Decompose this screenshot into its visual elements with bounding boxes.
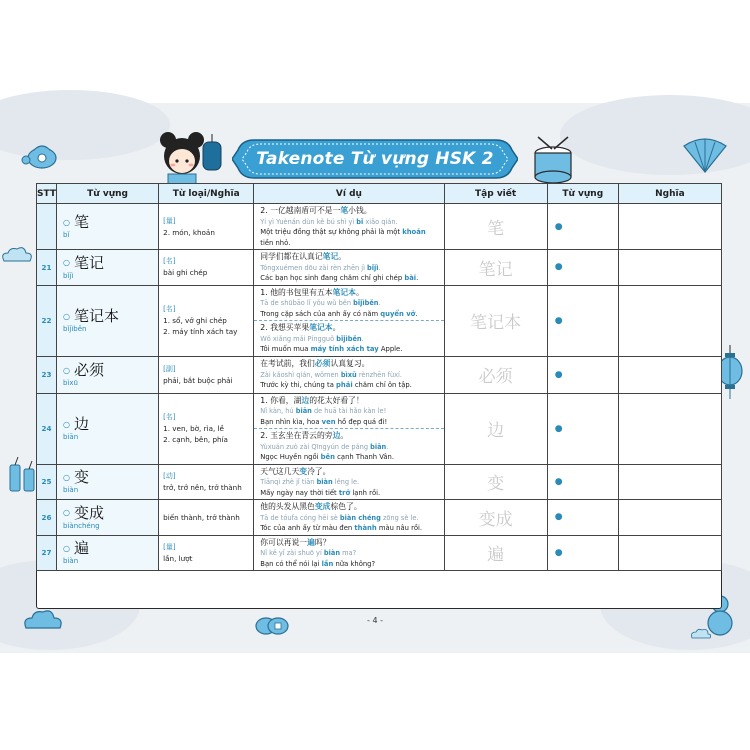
highlight-word: 边 xyxy=(301,395,310,405)
bullet-icon: ○ xyxy=(63,311,70,321)
example-chinese xyxy=(260,431,439,442)
column-header: Tập viết xyxy=(444,184,547,204)
text-segment: Tóngxuémen dōu zài rèn zhēn jì xyxy=(260,263,368,272)
highlight-word: bǐjìběn xyxy=(353,299,379,307)
blank-vocab-cell[interactable] xyxy=(547,356,618,393)
title-banner xyxy=(232,136,518,182)
vocab-word-cell xyxy=(57,285,159,356)
bullet-dot-icon: ● xyxy=(554,262,563,273)
example-vietnamese xyxy=(260,227,439,248)
example-chinese xyxy=(260,502,439,513)
bullet-dot-icon: ● xyxy=(554,369,563,380)
example-pinyin xyxy=(260,370,439,381)
drum-icon xyxy=(528,135,578,185)
row-number: 22 xyxy=(37,285,57,356)
text-segment: Nǐ kàn, hú xyxy=(260,407,296,415)
text-segment: Mấy ngày nay thời tiết xyxy=(260,488,339,497)
highlight-word: lần xyxy=(321,559,334,568)
text-segment: 棕色了。 xyxy=(330,502,362,511)
vocab-hanzi: 变 xyxy=(74,468,90,487)
table-header-row xyxy=(37,184,722,204)
bullet-icon: ○ xyxy=(63,217,70,227)
vocab-pinyin: bǐjìběn xyxy=(63,325,87,333)
vocab-meaning-cell xyxy=(159,535,254,571)
highlight-word: thành xyxy=(354,524,377,532)
example-chinese xyxy=(260,396,439,407)
meaning-line: trở, trở nên, trở thành xyxy=(163,482,242,492)
vocab-meaning-cell xyxy=(159,356,254,393)
example-vietnamese xyxy=(260,559,439,570)
money-bag-icon xyxy=(18,138,64,170)
text-segment: Trước kỳ thi, chúng ta xyxy=(260,381,337,390)
row-number: 23 xyxy=(37,356,57,393)
highlight-word: 必须 xyxy=(314,359,331,369)
girl-with-lantern-icon xyxy=(148,128,228,186)
vocab-pinyin: biān xyxy=(63,433,79,441)
table-row xyxy=(37,500,722,536)
table-row xyxy=(37,464,722,500)
vocab-pinyin: bǐ xyxy=(63,231,70,239)
blank-meaning-cell[interactable] xyxy=(618,285,721,356)
text-segment: 吗？ xyxy=(314,537,331,547)
writing-practice-cell[interactable] xyxy=(444,535,547,571)
highlight-word: biàn xyxy=(323,549,341,557)
highlight-word: 遍 xyxy=(307,537,315,547)
table-row xyxy=(37,285,722,356)
vocab-word-cell xyxy=(57,356,159,393)
text-segment: 你可以再说一 xyxy=(260,537,308,547)
vocab-hanzi: 变成 xyxy=(74,503,105,522)
text-segment: Tôi muốn mua xyxy=(260,345,311,353)
example-cell xyxy=(254,285,444,356)
text-segment: 同学们都在认真记 xyxy=(260,252,323,261)
text-segment: lạnh rồi. xyxy=(350,488,381,497)
text-segment: Các bạn học sinh đang chăm chỉ ghi chép xyxy=(260,274,405,282)
blank-meaning-cell[interactable] xyxy=(618,464,721,500)
example-cell xyxy=(254,500,444,536)
blank-meaning-cell[interactable] xyxy=(618,250,721,286)
text-segment: 1. 你看，湖 xyxy=(260,395,302,405)
highlight-word: biàn chéng xyxy=(339,513,381,522)
text-segment: Tā de shūbāo lǐ yǒu wǔ běn xyxy=(260,299,354,307)
text-segment: 1. 他的书包里有五本 xyxy=(260,287,333,297)
writing-practice-cell[interactable] xyxy=(444,285,547,356)
text-segment: lěng le. xyxy=(332,478,360,486)
text-segment: 2. 一亿越南盾可不是一 xyxy=(260,206,341,215)
table-row xyxy=(37,204,722,250)
text-segment: Trong cặp sách của anh ấy có năm xyxy=(260,309,381,318)
text-segment: . xyxy=(361,334,364,343)
bullet-dot-icon: ● xyxy=(554,512,563,523)
example-vietnamese xyxy=(260,309,439,320)
vocabulary-table xyxy=(36,183,722,571)
example-cell xyxy=(254,393,444,464)
text-segment: rènzhēn fùxí. xyxy=(356,370,402,379)
blank-meaning-cell[interactable] xyxy=(618,356,721,393)
trace-character: 遍 xyxy=(487,545,505,566)
meaning-line: 2. máy tính xách tay xyxy=(163,327,238,336)
bullet-icon: ○ xyxy=(63,258,70,268)
text-segment: zōng sè le. xyxy=(380,513,419,522)
trace-character: 边 xyxy=(487,421,505,441)
cloud-icon xyxy=(690,628,712,640)
example-pinyin xyxy=(260,442,439,453)
vocab-pinyin: biàn xyxy=(63,557,79,566)
highlight-word: biān xyxy=(370,442,387,451)
highlight-word: quyển vở xyxy=(380,309,416,318)
text-segment: . xyxy=(416,274,419,282)
writing-practice-cell[interactable] xyxy=(444,393,547,464)
vocab-word-cell xyxy=(57,464,159,500)
highlight-word: máy tính xách tay xyxy=(310,345,379,353)
writing-practice-cell[interactable] xyxy=(444,250,547,286)
column-header: STT xyxy=(37,184,57,204)
vocab-word-cell xyxy=(57,250,159,286)
text-segment: Apple. xyxy=(378,345,403,353)
text-segment: . xyxy=(386,442,389,451)
vocab-hanzi: 笔 xyxy=(74,213,90,231)
highlight-word: biàn xyxy=(316,478,333,486)
table-body xyxy=(37,204,722,571)
highlight-word: 变 xyxy=(299,466,308,476)
page-number: - 4 - xyxy=(367,616,383,625)
vocab-pinyin: bǐjì xyxy=(63,271,74,280)
blank-vocab-cell[interactable] xyxy=(547,250,618,286)
example-sentence xyxy=(254,357,443,392)
trace-character: 必须 xyxy=(478,367,513,387)
trace-character: 笔记 xyxy=(478,259,513,280)
highlight-word: ven xyxy=(321,417,336,426)
highlight-word: 笔记 xyxy=(322,252,339,261)
trace-character: 变 xyxy=(487,474,505,495)
column-header: Từ loại/Nghĩa xyxy=(159,184,254,204)
text-segment: 。 xyxy=(340,431,349,440)
cloud-icon xyxy=(0,245,34,265)
part-of-speech: [副] xyxy=(163,364,176,373)
example-pinyin xyxy=(260,217,439,228)
meaning-line: phải, bắt buộc phải xyxy=(163,375,233,385)
blank-vocab-cell[interactable] xyxy=(547,535,618,571)
vocab-word-cell xyxy=(57,204,159,250)
vocab-meaning-cell xyxy=(159,250,254,286)
part-of-speech: [名] xyxy=(163,257,176,266)
vocab-meaning-cell xyxy=(159,285,254,356)
blank-vocab-cell[interactable] xyxy=(547,393,618,464)
bullet-dot-icon: ● xyxy=(554,547,563,558)
example-pinyin xyxy=(260,477,439,488)
highlight-word: bài xyxy=(404,274,417,282)
highlight-word: phải xyxy=(336,381,353,390)
blank-meaning-cell[interactable] xyxy=(618,393,721,464)
table-row xyxy=(37,393,722,464)
example-pinyin xyxy=(260,298,439,309)
example-sentence xyxy=(254,286,443,321)
example-chinese xyxy=(260,467,439,478)
part-of-speech: [名] xyxy=(163,305,176,313)
row-number: 21 xyxy=(37,250,57,286)
highlight-word: khoản xyxy=(402,228,426,236)
bullet-icon: ○ xyxy=(63,472,70,482)
text-segment: Tiānqì zhè jǐ tiān xyxy=(260,478,317,486)
example-vietnamese xyxy=(260,523,439,534)
highlight-word: bìxū xyxy=(340,370,357,379)
highlight-word: 笔记本 xyxy=(309,323,333,332)
text-segment: 小钱。 xyxy=(348,206,372,215)
example-cell xyxy=(254,464,444,500)
text-segment: Zài kǎoshì qián, wǒmen xyxy=(260,370,341,379)
text-segment: de huā tài hǎo kàn le! xyxy=(311,407,387,415)
blank-vocab-cell[interactable] xyxy=(547,500,618,536)
example-pinyin xyxy=(260,406,439,417)
text-segment: 2. 我想买苹果 xyxy=(260,323,310,332)
bullet-icon: ○ xyxy=(63,365,70,375)
example-sentence xyxy=(254,320,443,356)
row-number: 25 xyxy=(37,464,57,500)
highlight-word: 变成 xyxy=(314,502,331,511)
example-cell xyxy=(254,356,444,393)
text-segment: 。 xyxy=(332,323,341,332)
writing-practice-cell[interactable] xyxy=(444,356,547,393)
example-pinyin xyxy=(260,513,439,524)
bullet-icon: ○ xyxy=(63,508,70,518)
vocab-hanzi: 边 xyxy=(74,415,90,433)
text-segment: hồ đẹp quá đi! xyxy=(335,417,388,426)
example-vietnamese xyxy=(260,488,439,499)
text-segment: màu nâu rồi. xyxy=(376,524,423,532)
text-segment: 他的头发从黑色 xyxy=(260,502,315,511)
text-segment: Yí yì Yuènán dùn kě bú shì yì xyxy=(260,217,357,226)
example-sentence xyxy=(254,204,443,249)
bullet-icon: ○ xyxy=(63,419,70,429)
vocab-pinyin: bìxū xyxy=(63,379,78,387)
example-chinese xyxy=(260,323,439,334)
part-of-speech: [量] xyxy=(163,216,176,225)
vocab-pinyin: biàn xyxy=(63,486,79,495)
table-row xyxy=(37,250,722,286)
example-chinese xyxy=(260,538,439,549)
bullet-dot-icon: ● xyxy=(554,476,563,487)
text-segment: . xyxy=(378,263,381,272)
blank-meaning-cell[interactable] xyxy=(618,204,721,250)
vocab-meaning-cell xyxy=(159,464,254,500)
text-segment: Bạn nhìn kìa, hoa xyxy=(260,417,322,426)
highlight-word: bǐjìběn xyxy=(336,334,362,343)
text-segment: Bạn có thể nói lại xyxy=(260,559,322,568)
example-sentence xyxy=(254,428,443,464)
highlight-word: biān xyxy=(295,407,312,415)
highlight-word: bên xyxy=(320,453,335,461)
column-header: Từ vựng xyxy=(547,184,618,204)
text-segment: chăm chỉ ôn tập. xyxy=(352,381,412,390)
row-number xyxy=(37,204,57,250)
highlight-word: 笔 xyxy=(340,206,349,215)
text-segment: . xyxy=(378,299,381,307)
firecracker-icon xyxy=(6,455,40,495)
example-vietnamese xyxy=(260,417,439,428)
highlight-word: trở xyxy=(338,488,351,497)
text-segment: 。 xyxy=(355,287,364,297)
text-segment: ma? xyxy=(340,549,357,557)
text-segment: 认真复习。 xyxy=(330,359,370,369)
trace-character: 笔 xyxy=(487,219,505,239)
row-number: 26 xyxy=(37,500,57,536)
text-segment: Tā de tóufa cóng hēi sè xyxy=(260,513,340,522)
part-of-speech: [名] xyxy=(163,413,176,421)
vocab-meaning-cell xyxy=(159,500,254,536)
text-segment: 在考试前，我们 xyxy=(260,359,315,369)
example-cell xyxy=(254,535,444,571)
text-segment: 。 xyxy=(338,252,347,261)
highlight-word: 笔记本 xyxy=(332,287,356,297)
example-cell xyxy=(254,204,444,250)
example-pinyin xyxy=(260,334,439,345)
page-title: Takenote Từ vựng HSK 2 xyxy=(256,149,494,169)
vocab-meaning-cell xyxy=(159,393,254,464)
example-vietnamese xyxy=(260,452,439,463)
writing-practice-cell[interactable] xyxy=(444,464,547,500)
example-pinyin xyxy=(260,263,439,274)
text-segment: . xyxy=(415,309,418,318)
vocab-hanzi: 遍 xyxy=(74,539,90,558)
example-chinese xyxy=(260,252,439,263)
highlight-word: bǐ xyxy=(356,217,364,226)
example-vietnamese xyxy=(260,344,439,355)
text-segment: nữa không? xyxy=(333,559,376,568)
blank-vocab-cell[interactable] xyxy=(547,464,618,500)
text-segment: Wǒ xiǎng mǎi Píngguǒ xyxy=(260,334,337,343)
blank-vocab-cell[interactable] xyxy=(547,285,618,356)
meaning-line: 1. ven, bờ, rìa, lề xyxy=(163,424,224,433)
blank-meaning-cell[interactable] xyxy=(618,535,721,571)
part-of-speech: [量] xyxy=(163,542,176,551)
fan-icon xyxy=(680,136,730,176)
trace-character: 笔记本 xyxy=(470,313,522,333)
text-segment: cạnh Thanh Vân. xyxy=(335,453,394,461)
vocab-word-cell xyxy=(57,535,159,571)
example-chinese xyxy=(260,288,439,299)
text-segment: 冷了。 xyxy=(307,466,331,476)
writing-practice-cell[interactable] xyxy=(444,500,547,536)
column-header: Nghĩa xyxy=(618,184,721,204)
example-cell xyxy=(254,250,444,286)
highlight-word: 边 xyxy=(332,431,341,440)
meaning-line: bài ghi chép xyxy=(163,268,208,278)
table-row xyxy=(37,356,722,393)
vocab-word-cell xyxy=(57,500,159,536)
meaning-line: 2. món, khoản xyxy=(163,227,215,237)
vocab-hanzi: 笔记 xyxy=(74,253,105,272)
writing-practice-cell[interactable] xyxy=(444,204,547,250)
bullet-dot-icon: ● xyxy=(554,315,563,326)
text-segment: xiǎo qián. xyxy=(363,217,398,226)
text-segment: Ngọc Huyền ngồi xyxy=(260,453,321,461)
example-chinese xyxy=(260,359,439,370)
vocab-hanzi: 必须 xyxy=(74,361,105,379)
highlight-word: bǐjì xyxy=(367,263,379,272)
vocab-pinyin: biànchéng xyxy=(63,521,100,530)
blank-meaning-cell[interactable] xyxy=(618,500,721,536)
part-of-speech: [动] xyxy=(163,471,176,480)
example-vietnamese xyxy=(260,273,439,284)
vocab-word-cell xyxy=(57,393,159,464)
meaning-line: lần, lượt xyxy=(163,553,193,563)
example-pinyin xyxy=(260,548,439,559)
text-segment: Một triệu đồng thật sự không phải là một xyxy=(260,228,403,236)
example-chinese xyxy=(260,206,439,217)
bullet-dot-icon: ● xyxy=(554,423,563,434)
text-segment: 2. 玉玄坐在青云的旁 xyxy=(260,431,333,440)
meaning-line: 1. sổ, vở ghi chép xyxy=(163,316,227,325)
text-segment: Yùxuán zuò zài Qīngyún de páng xyxy=(260,442,371,451)
meaning-line: biến thành, trở thành xyxy=(163,512,240,522)
text-segment: tiền nhỏ. xyxy=(260,238,291,247)
bullet-icon: ○ xyxy=(63,543,70,553)
text-segment: 天气这几天 xyxy=(260,466,300,476)
blank-vocab-cell[interactable] xyxy=(547,204,618,250)
example-sentence xyxy=(254,500,443,535)
text-segment: 的花太好看了！ xyxy=(309,395,364,405)
meaning-line: 2. cạnh, bên, phía xyxy=(163,435,228,444)
example-sentence xyxy=(254,465,443,500)
column-header: Ví dụ xyxy=(254,184,444,204)
example-sentence xyxy=(254,536,443,571)
table-row xyxy=(37,535,722,571)
trace-character: 变成 xyxy=(478,509,513,530)
text-segment: Nǐ kě yǐ zài shuō yí xyxy=(260,549,324,557)
vocab-hanzi: 笔记本 xyxy=(74,307,120,325)
bullet-dot-icon: ● xyxy=(554,221,563,232)
example-sentence xyxy=(254,250,443,285)
vocab-meaning-cell xyxy=(159,204,254,250)
row-number: 24 xyxy=(37,393,57,464)
column-header: Từ vựng xyxy=(57,184,159,204)
example-sentence xyxy=(254,394,443,429)
text-segment: Tóc của anh ấy từ màu đen xyxy=(260,524,355,532)
row-number: 27 xyxy=(37,535,57,571)
example-vietnamese xyxy=(260,380,439,391)
